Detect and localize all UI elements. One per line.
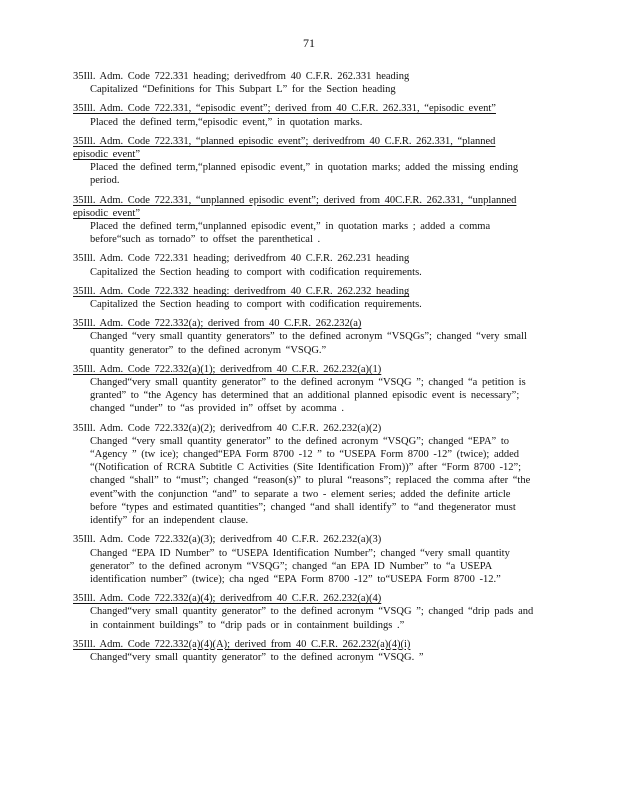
entry-heading: 35Ill. Adm. Code 722.331 heading; derivedfrom 40 C.F.R. 262.231 heading <box>73 253 410 265</box>
list-item <box>73 70 535 96</box>
entry-description: Capitalized “Definitions for This Subpart L” for the Section heading <box>90 84 396 96</box>
entry-heading: 35Ill. Adm. Code 722.332(a)(2); derivedfrom 40 C.F.R. 262.232(a)(2) <box>73 422 382 434</box>
page-number: 71 <box>303 36 315 50</box>
entry-heading: 35Ill. Adm. Code 722.332(a)(4); derivedfrom 40 C.F.R. 262.232(a)(4) <box>73 593 382 605</box>
list-item <box>73 135 535 188</box>
entry-description: Capitalized the Section heading to comport with codification requirements. <box>90 299 422 311</box>
list-item <box>73 252 535 278</box>
entry-heading: 35Ill. Adm. Code 722.332 heading: derivedfrom 40 C.F.R. 262.232 heading <box>73 285 410 297</box>
entry-heading: 35Ill. Adm. Code 722.331, “episodic event”; derived from 40 C.F.R. 262.331, “episodic event” <box>73 103 496 115</box>
entry-heading: 35Ill. Adm. Code 722.332(a); derived from 40 C.F.R. 262.232(a) <box>73 318 362 330</box>
entry-description: Changed“very small quantity generator” to the defined acronym “VSQG ”; changed “a petition is granted” to “the Agency has determined that an additional planned episodic event is necessary”; changed “under” to “as provided in” offset by acomma . <box>90 377 526 415</box>
entry-description: Changed “EPA ID Number” to “USEPA Identification Number”; changed “very small quantity generator” to the defined acronym “VSQG”; changed “an EPA ID Number” to “a USEPA identification number” (twice); cha nged “EPA Form 8700 -12” to“USEPA Form 8700 -12.” <box>90 547 510 585</box>
entry-description: Placed the defined term,“episodic event,” in quotation marks. <box>90 116 363 128</box>
entries-list <box>73 70 535 670</box>
entry-description: Placed the defined term,“unplanned episodic event,” in quotation marks ; added a comma before“such as tornado” to offset the parenthetical . <box>90 221 491 246</box>
list-item <box>73 285 535 311</box>
entry-heading: 35Ill. Adm. Code 722.331 heading; derivedfrom 40 C.F.R. 262.331 heading <box>73 71 410 82</box>
entry-heading: 35Ill. Adm. Code 722.331, “planned episodic event”; derivedfrom 40 C.F.R. 262.331, “planned episodic event” <box>73 135 496 161</box>
entry-description: Placed the defined term,“planned episodic event,” in quotation marks; added the missing ending period. <box>90 162 519 187</box>
list-item <box>73 194 535 247</box>
entry-heading: 35Ill. Adm. Code 722.332(a)(1); derivedfrom 40 C.F.R. 262.232(a)(1) <box>73 363 382 375</box>
list-item <box>73 317 535 357</box>
entry-heading: 35Ill. Adm. Code 722.332(a)(4)(A); derived from 40 C.F.R. 262.232(a)(4)(i) <box>73 638 411 650</box>
list-item <box>73 422 535 528</box>
list-item <box>73 363 535 416</box>
entry-heading: 35Ill. Adm. Code 722.332(a)(3); derivedfrom 40 C.F.R. 262.232(a)(3) <box>73 534 382 546</box>
list-item <box>73 638 535 664</box>
list-item <box>73 102 535 128</box>
list-item <box>73 533 535 586</box>
entry-description: Changed“very small quantity generator” to the defined acronym “VSQG ”; changed “drip pads and in containment buildings” to “drip pads or in containment buildings .” <box>90 606 534 631</box>
entry-description: Changed “very small quantity generator” to the defined acronym “VSQG”; changed “EPA” to “Agency ” (tw ice); changed“EPA Form 8700 -12 ” to “USEPA Form 8700 -12” (twice); added “(Notification of RCRA Subtitle C Activities (Site Identification From))” after “Form 8700 -12”; changed “shall” to “must”; changed “reason(s)” to plural “reasons”; replaced the comma after “the event”with the conjunction “and” to separate a two - element series; added the definite article before “types and estimated quantities”; changed “and shall identify” to “and thegenerator must identify” for an independent clause. <box>90 435 531 527</box>
entry-description: Capitalized the Section heading to comport with codification requirements. <box>90 266 422 278</box>
entry-description: Changed“very small quantity generator” to the defined acronym “VSQG. ” <box>90 651 424 663</box>
entry-heading: 35Ill. Adm. Code 722.331, “unplanned episodic event”; derived from 40C.F.R. 262.331, “unplanned episodic event” <box>73 194 517 219</box>
entry-description: Changed “very small quantity generators” to the defined acronym “VSQGs”; changed “very small quantity generator” to the defined acronym “VSQG.” <box>90 331 527 356</box>
list-item <box>73 592 535 632</box>
